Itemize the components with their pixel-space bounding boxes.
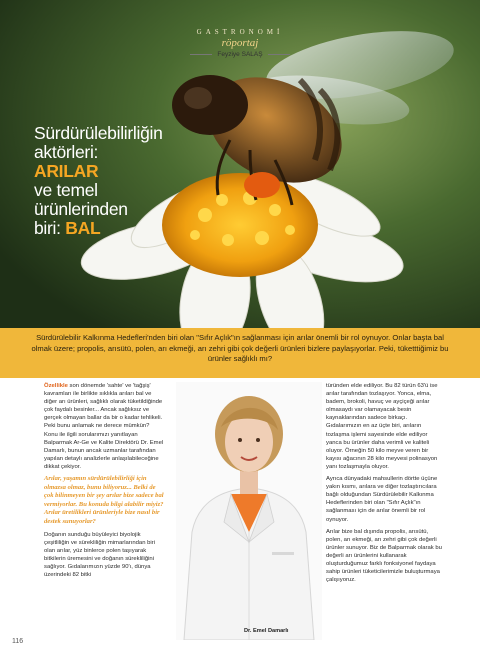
- headline-line: aktörleri:: [34, 142, 99, 162]
- author-dash: [268, 54, 290, 55]
- paragraph-text: son dönemde 'sahte' ve 'tağşiş' kavramları ile birlikte sıklıkla arıları bal ve diğer arı ürünleri, sağlıklı olarak tüketildiğinde çok faydalı besinler... Ancak sağlıksız ve gerçek olmayan ballar da bir o kadar tehlikeli. Peki bunu anlamak ne derece mümkün? Konu ile ilgili sorularımızı yanıtlayan Balparmak Ar-Ge ve Kalite Direktörü Dr. Emel Damarlı, bunun ancak uzmanlar tarafından yapılan detaylı analizlerle anlaşılabileceğine dikkat çekiyor.: [44, 383, 164, 470]
- headline-highlight: ARILAR: [34, 161, 99, 181]
- headline-highlight: BAL: [65, 218, 101, 238]
- author-dash: [190, 54, 212, 55]
- headline-line: [34, 219, 184, 238]
- headline-line: ve temel: [34, 180, 98, 200]
- author-line: [150, 51, 330, 58]
- paragraph: Ayrıca dünyadaki mahsullerin dörtte üçüne yakın kısmı, arılara ve diğer tozlaştırıcılara bağlı olduğundan Sürdürülebilir Kalkınma Hedeflerinden biri olan "Sıfır Açlık"ın sağlanması için de arılar önemli bir rol oynuyor.: [326, 476, 438, 523]
- headline: [34, 124, 184, 238]
- paragraph: Doğanın sunduğu büyüleyici biyolojik çeşitliliğin ve sürekliliğin mimarlarından biri olan arılar, yüz binlerce polen taşıyarak bitkilerin üremesini ve doğanın sürekliliğini sağlıyor. Gıdalarımızın yüzde 90'ı, dünya üzerindeki 82 bitki: [44, 531, 155, 579]
- portrait-illustration: [176, 382, 322, 640]
- headline-line: Sürdürülebilirliğin: [34, 123, 163, 143]
- paragraph: Arılar bize bal dışında propolis, arısütü, polen, arı ekmeği, arı zehri gibi çok değerli ürünler sunuyor. Biz de Balparmak olarak bu değerli arı ürünlerini kullanarak oluşturduğumuz farklı fonksiyonel faydaya sahip ürünleri tüketicilerimizle buluşturmaya çalışıyoruz.: [326, 528, 442, 584]
- section-kicker: GASTRONOMİ: [196, 28, 284, 36]
- lead-word: Özellikle: [44, 383, 68, 389]
- section-label: röportaj: [221, 37, 259, 49]
- paragraph: [44, 382, 164, 471]
- intro-band: [0, 328, 480, 378]
- page-number: 116: [12, 638, 24, 645]
- headline-prefix: biri:: [34, 218, 66, 238]
- interview-question: Arılar, yaşamın sürdürülebilirliği için olmazsa olmaz, bunu biliyoruz... Belki de çok bilinmeyen bir şey arılar bize sadece bal vermiyorlar. Bu konuda bilgi alabilir miyiz? Arılar üretilikleri ürünleriyle bize nasıl bir destek sunuyorlar?: [44, 475, 164, 525]
- article-column-right: [326, 382, 442, 588]
- photo-caption: Dr. Emel Damarlı: [244, 628, 289, 634]
- article-column-left: [44, 382, 164, 583]
- author-name: Feyziye SALAŞ: [217, 51, 263, 58]
- portrait-photo: [176, 382, 322, 640]
- intro-text: Sürdürülebilir Kalkınma Hedefleri'nden biri olan "Sıfır Açlık"ın sağlanması için arılar önemli bir rol oynuyor. Onlar başta bal olmak üzere; propolis, arısütü, polen, arı ekmeği, arı zehri gibi çok değerli ürünleri bizlere paylaşıyorlar. Peki, tüketttiğimiz bu ürünler sağlıklı mı?: [31, 333, 449, 363]
- headline-line: ürünlerinden: [34, 199, 128, 219]
- paragraph: türünden elde ediliyor. Bu 82 türün 63'ü ise arılar tarafından tozlaşıyor. Yonca, elma, badem, brokoli, havuç ve ayçiçeği arılar olmasaydı var olamayacak besin kaynaklarından sadece birkaçı. Gıdalarımızın en az üçte biri, arıların tozlaşma işlemi sayesinde elde ediliyor yanca bu ürünler daha verimli ve kaliteli oluyor. Örneğin 50 kilo meyve veren bir kayısı ağacının 28 kilo meyvesi polinasyon yanı tozlaşmayla oluyor.: [326, 383, 438, 470]
